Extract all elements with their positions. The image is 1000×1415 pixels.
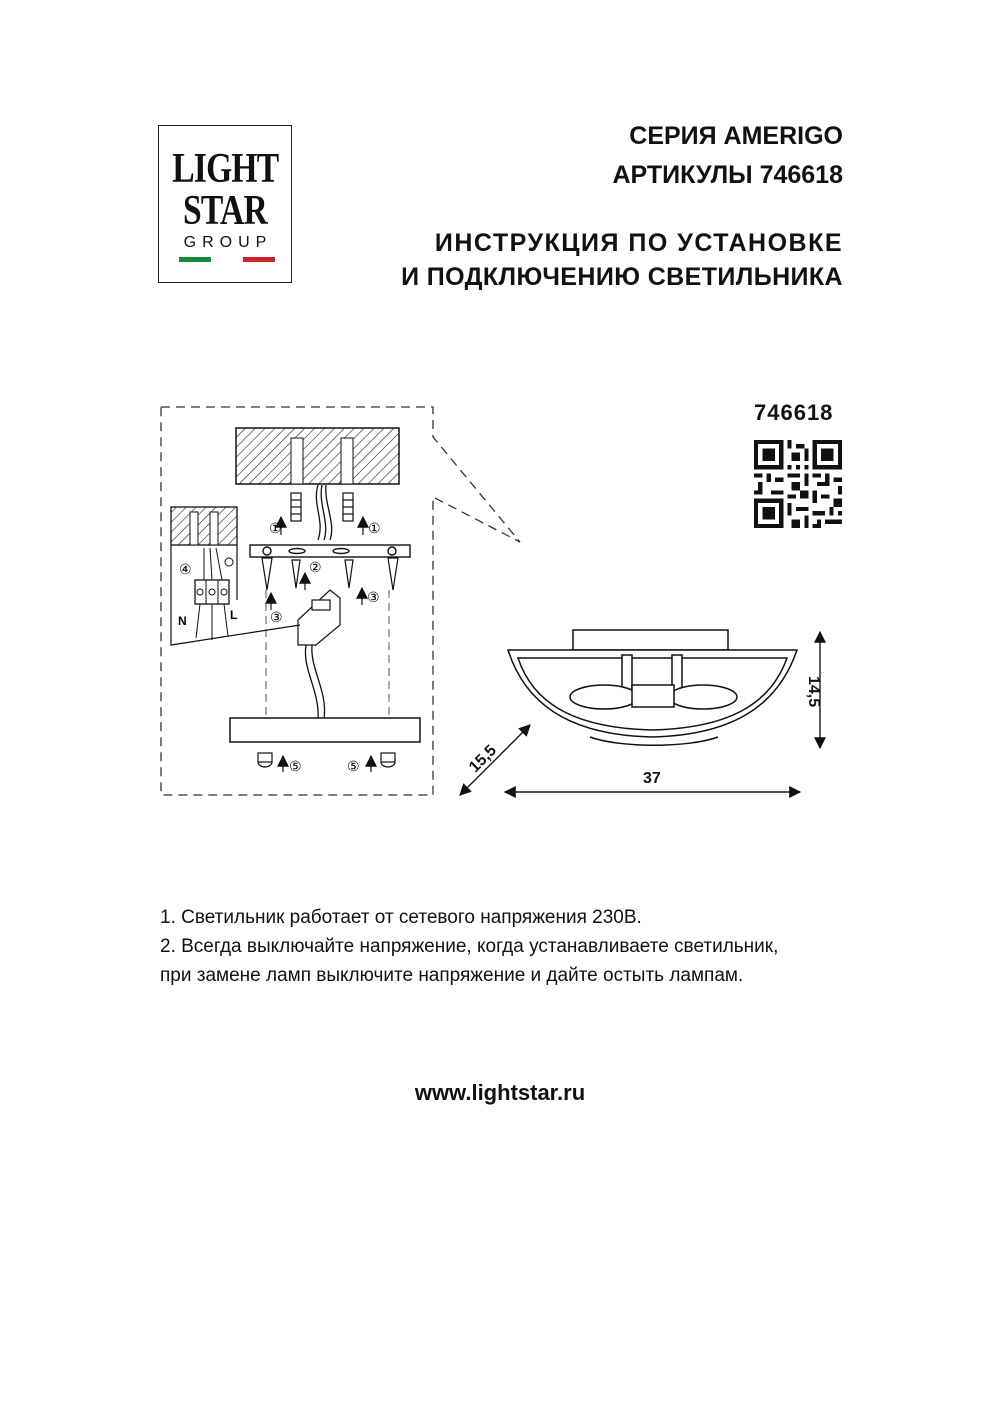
note-line: при замене ламп выключите напряжение и дайте остыть лампам. (160, 965, 744, 986)
flag-green (179, 257, 211, 262)
logo-text-group: GROUP (183, 234, 273, 251)
product-front-view (508, 630, 797, 745)
flag-white (211, 257, 243, 262)
ceiling-block (236, 428, 399, 484)
mounting-bar (250, 545, 410, 557)
step-3-label-right: ③ (367, 589, 380, 605)
step-3-label: ③ (270, 609, 283, 625)
height-dimension: 14,5 (805, 676, 822, 708)
italian-flag-stripe (179, 257, 275, 262)
live-label: L (230, 608, 238, 622)
safety-notes (160, 903, 880, 990)
width-dimension: 37 (643, 770, 661, 787)
article-number: 746618 (754, 400, 834, 425)
brand-logo (158, 125, 292, 283)
installation-diagram (150, 395, 850, 815)
terminal-connector (298, 590, 340, 645)
supply-wires (316, 485, 331, 540)
neutral-label: N (178, 614, 187, 628)
decorative-nuts (258, 753, 395, 767)
fixing-screws (262, 558, 398, 590)
logo-text-light: LIGHT (172, 146, 279, 192)
step-5-label-right: ⑤ (347, 758, 360, 774)
article-title: АРТИКУЛЫ 746618 (612, 161, 843, 189)
step-1-label: ① (269, 520, 282, 536)
note-line: 2. Всегда выключайте напряжение, когда устанавливаете светильник, (160, 936, 779, 957)
website-link[interactable]: www.lightstar.ru (414, 1080, 586, 1105)
step-4-label: ④ (179, 561, 192, 577)
instruction-title-line1: ИНСТРУКЦИЯ ПО УСТАНОВКЕ (434, 229, 843, 257)
depth-dimension: 15,5 (466, 741, 501, 777)
step-1-label-right: ① (368, 520, 381, 536)
logo-text-star: STAR (183, 188, 267, 234)
step-5-label: ⑤ (289, 758, 302, 774)
lamp-base-plate (230, 718, 420, 742)
series-title: СЕРИЯ AMERIGO (629, 122, 843, 150)
instruction-title-line2: И ПОДКЛЮЧЕНИЮ СВЕТИЛЬНИКА (401, 263, 843, 291)
step-2-label: ② (309, 559, 322, 575)
note-line: 1. Светильник работает от сетевого напряжения 230В. (160, 907, 642, 928)
flag-red (243, 257, 275, 262)
lamp-cable (305, 645, 324, 720)
